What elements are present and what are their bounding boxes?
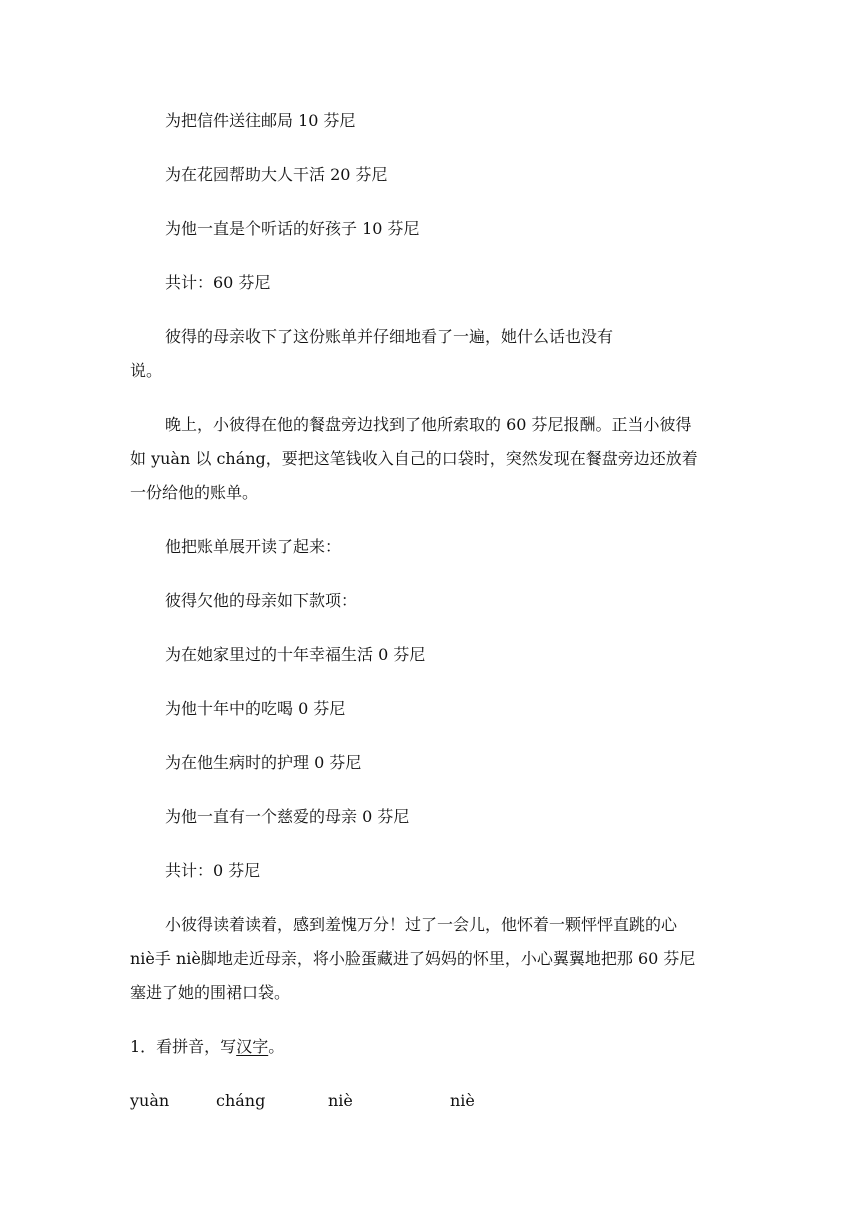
paragraph-evening-line2: 如 yuàn 以 cháng，要把这笔钱收入自己的口袋时，突然发现在餐盘旁边还放着 (130, 449, 698, 468)
question-1 (130, 1036, 284, 1058)
mother-bill-line-care: 为在他生病时的护理 0 芬尼 (165, 753, 362, 772)
mother-bill-line-loving-mother: 为他一直有一个慈爱的母亲 0 芬尼 (165, 807, 410, 826)
pinyin-nie-2: niè (450, 1091, 475, 1110)
paragraph-mother-reads-line1: 彼得的母亲收下了这份账单并仔细地看了一遍，她什么话也没有 (165, 327, 614, 346)
paragraph-evening-line1: 晚上，小彼得在他的餐盘旁边找到了他所索取的 60 芬尼报酬。正当小彼得 (165, 415, 692, 434)
paragraph-ashamed-line2: niè手 niè脚地走近母亲，将小脸蛋藏进了妈妈的怀里，小心翼翼地把那 60 芬尼 (130, 949, 696, 968)
pinyin-nie-1: niè (328, 1091, 353, 1110)
mother-bill-line-happy-life: 为在她家里过的十年幸福生活 0 芬尼 (165, 645, 426, 664)
mother-bill-heading: 彼得欠他的母亲如下款项： (165, 591, 358, 610)
pinyin-chang: cháng (216, 1091, 266, 1110)
bill-total: 共计：60 芬尼 (165, 273, 271, 292)
bill-line-good-child: 为他一直是个听话的好孩子 10 芬尼 (165, 219, 420, 238)
question-1-suffix: 。 (268, 1037, 285, 1056)
question-1-prefix: 1．看拼音，写 (130, 1037, 237, 1056)
paragraph-mother-reads-line2: 说。 (130, 361, 163, 380)
paragraph-ashamed-line1: 小彼得读着读着，感到羞愧万分！过了一会儿，他怀着一颗怦怦直跳的心 (165, 915, 678, 934)
paragraph-evening-line3: 一份给他的账单。 (130, 483, 259, 502)
mother-bill-total: 共计：0 芬尼 (165, 861, 261, 880)
question-1-underlined-word: 汉字 (236, 1037, 269, 1056)
bill-line-garden: 为在花园帮助大人干活 20 芬尼 (165, 165, 388, 184)
paragraph-ashamed-line3: 塞进了她的围裙口袋。 (130, 983, 291, 1002)
bill-line-letters: 为把信件送往邮局 10 芬尼 (165, 111, 356, 130)
pinyin-yuan: yuàn (130, 1091, 170, 1110)
paragraph-reads-bill: 他把账单展开读了起来： (165, 537, 342, 556)
mother-bill-line-food: 为他十年中的吃喝 0 芬尼 (165, 699, 346, 718)
